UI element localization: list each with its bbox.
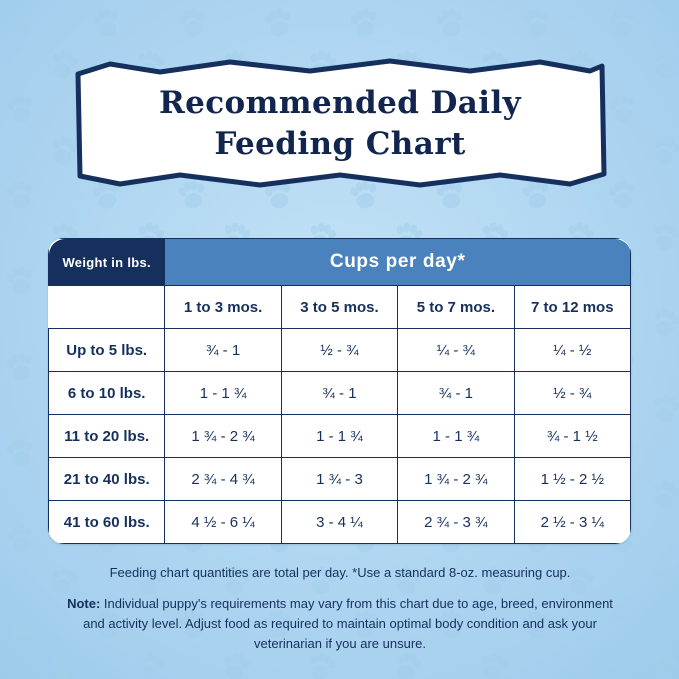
table-cell: 1 ¾ - 2 ¾ — [165, 415, 281, 458]
table-cell: ¾ - 1 — [165, 329, 281, 372]
table-cell: ¾ - 1 ½ — [514, 415, 630, 458]
subheader-blank — [49, 286, 165, 329]
footnote-measuring-cup: Feeding chart quantities are total per day. *Use a standard 8-oz. measuring cup. — [109, 565, 571, 580]
table-cell: 1 - 1 ¾ — [398, 415, 514, 458]
row-label: Up to 5 lbs. — [49, 329, 165, 372]
table-cell: 1 - 1 ¾ — [165, 372, 281, 415]
page-title-line1: Recommended Daily — [158, 84, 522, 121]
column-header-2: 3 to 5 mos. — [281, 286, 397, 329]
table-cell: 1 - 1 ¾ — [281, 415, 397, 458]
corner-header-weight: Weight in lbs. — [49, 239, 165, 286]
table-cell: 2 ¾ - 3 ¾ — [398, 501, 514, 544]
table-cell: ¾ - 1 — [398, 372, 514, 415]
table-header-row — [49, 239, 631, 286]
table-cell: ¼ - ½ — [514, 329, 630, 372]
row-label: 21 to 40 lbs. — [49, 458, 165, 501]
table-cell: ½ - ¾ — [514, 372, 630, 415]
footnotes — [60, 565, 620, 654]
footnote-note — [60, 594, 620, 654]
table-cell: ¾ - 1 — [281, 372, 397, 415]
table-row — [49, 501, 631, 544]
table-cell: ¼ - ¾ — [398, 329, 514, 372]
table-row — [49, 415, 631, 458]
column-header-1: 1 to 3 mos. — [165, 286, 281, 329]
table-cell: 4 ½ - 6 ¼ — [165, 501, 281, 544]
table-cell: 2 ¾ - 4 ¾ — [165, 458, 281, 501]
table-row — [49, 372, 631, 415]
table-cell: 1 ¾ - 3 — [281, 458, 397, 501]
row-label: 41 to 60 lbs. — [49, 501, 165, 544]
table-cell: 1 ½ - 2 ½ — [514, 458, 630, 501]
table-subheader-row — [49, 286, 631, 329]
table-cell: 3 - 4 ¼ — [281, 501, 397, 544]
table-cell: 1 ¾ - 2 ¾ — [398, 458, 514, 501]
page-title-line2: Feeding Chart — [214, 126, 466, 162]
table-row — [49, 329, 631, 372]
table-cell: ½ - ¾ — [281, 329, 397, 372]
note-label: Note: — [67, 596, 101, 611]
column-header-3: 5 to 7 mos. — [398, 286, 514, 329]
table-cell: 2 ½ - 3 ¼ — [514, 501, 630, 544]
row-label: 6 to 10 lbs. — [49, 372, 165, 415]
title-banner — [70, 58, 610, 188]
row-label: 11 to 20 lbs. — [49, 415, 165, 458]
feeding-chart-table — [48, 238, 631, 544]
column-header-4: 7 to 12 mos — [514, 286, 630, 329]
table-row — [49, 458, 631, 501]
group-header-cups-per-day: Cups per day* — [165, 239, 631, 286]
note-text: Individual puppy's requirements may vary from this chart due to age, breed, environment and activity level. Adjust food as required to maintain optimal body condition and ask your veterinarian if you are unsure. — [83, 596, 613, 652]
